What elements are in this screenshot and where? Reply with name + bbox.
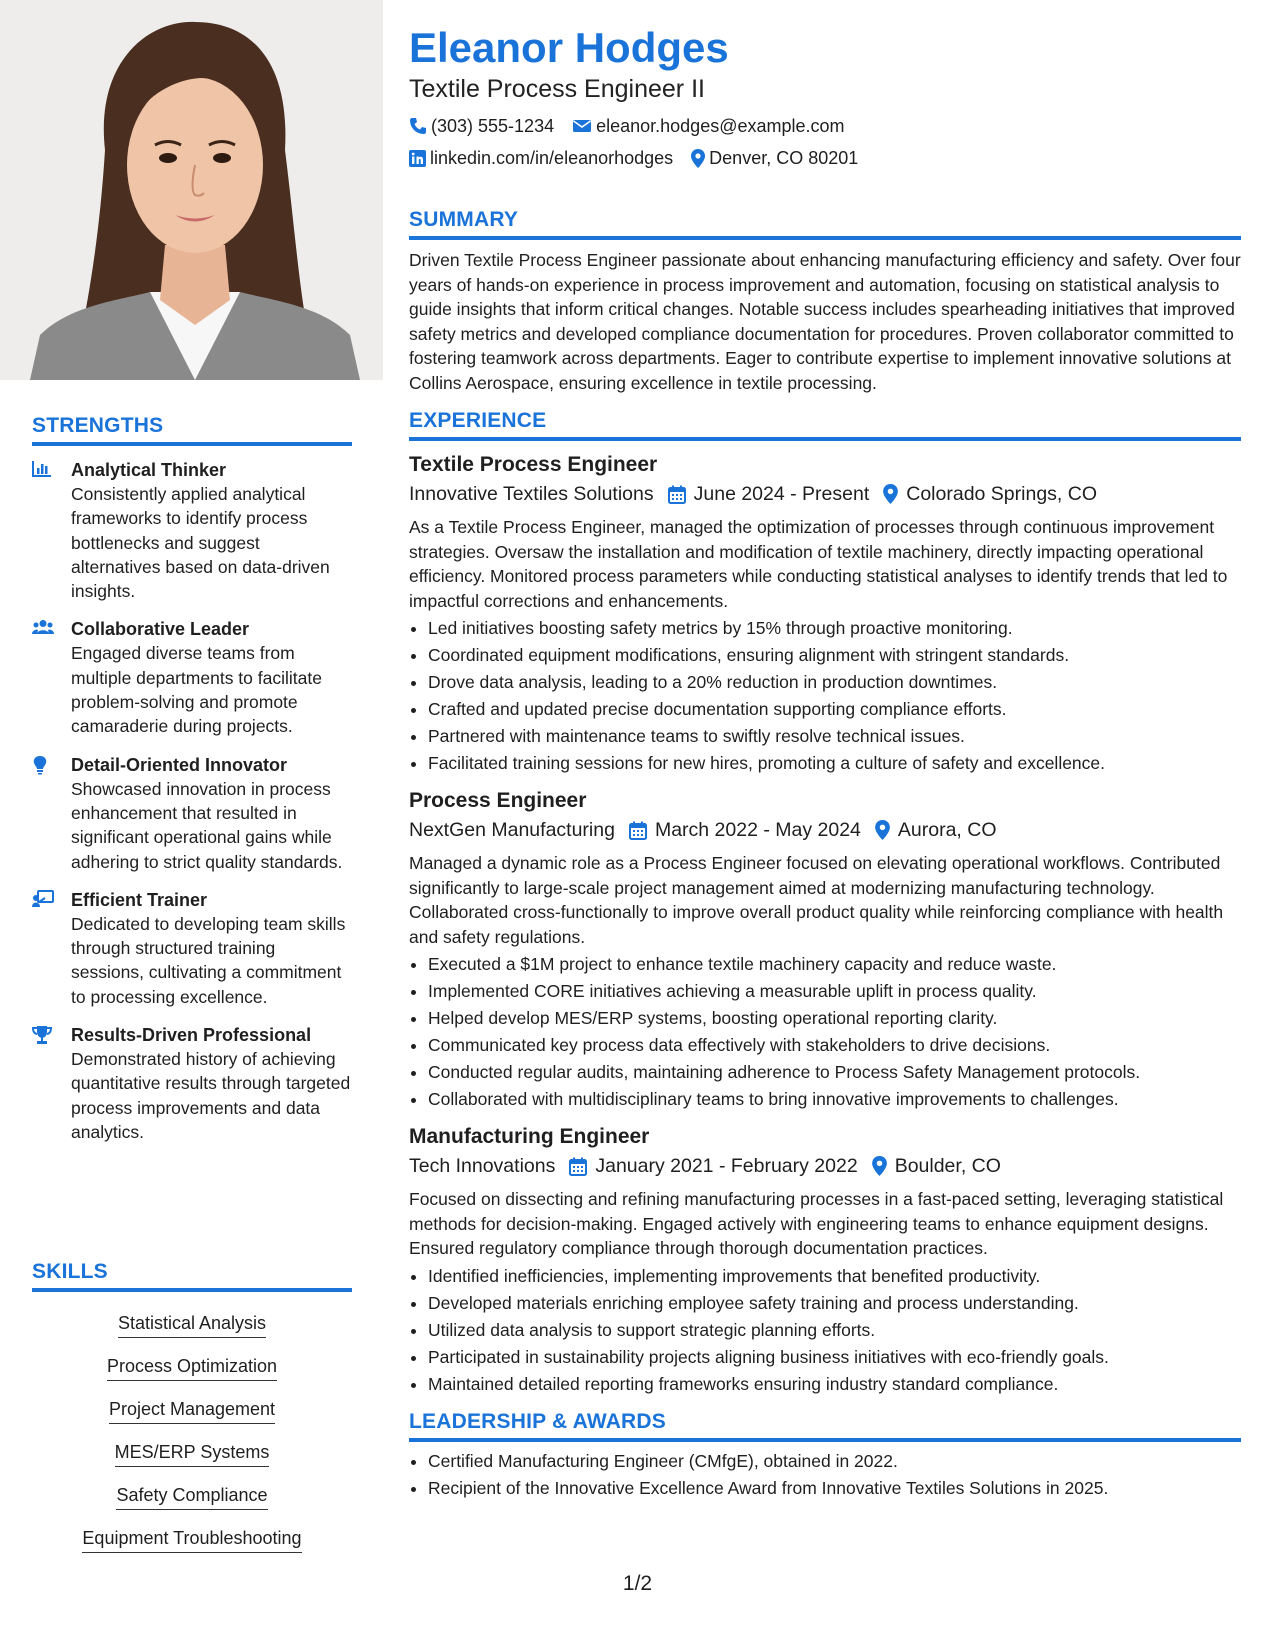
linkedin-text: linkedin.com/in/eleanorhodges [430, 148, 674, 168]
map-pin-icon [691, 149, 705, 168]
list-item: • Partnered with maintenance teams to swiftly resolve technical issues. [428, 723, 1241, 750]
awards-list [409, 1448, 1241, 1502]
list-item: • Recipient of the Innovative Excellence Award from Innovative Textiles Solutions in 2025. [428, 1475, 1241, 1502]
strength-item [32, 888, 352, 1009]
strength-desc: Demonstrated history of achieving quantitative results through targeted process improvements and data analytics. [71, 1049, 351, 1142]
left-column [0, 0, 383, 1650]
strength-item [32, 1023, 352, 1144]
list-item: • Developed materials enriching employee safety training and process understanding. [428, 1290, 1241, 1317]
location-contact [691, 142, 858, 174]
skill-item: Safety Compliance [116, 1484, 267, 1510]
list-item: • Drove data analysis, leading to a 20% reduction in production downtimes. [428, 669, 1241, 696]
envelope-icon [572, 118, 592, 134]
strength-name: Analytical Thinker [71, 460, 227, 480]
skill-item: Statistical Analysis [118, 1312, 266, 1338]
job-location: Boulder, CO [894, 1155, 1001, 1177]
page-number: 1/2 [622, 1572, 653, 1595]
job-company: NextGen Manufacturing [409, 819, 615, 841]
list-item: • Identified inefficiencies, implementing improvements that benefited productivity. [428, 1263, 1241, 1290]
job-location-wrap [883, 479, 1097, 509]
linkedin-contact[interactable] [409, 142, 673, 174]
job-description: As a Textile Process Engineer, managed the optimization of processes through continuous improvement strategies. Oversaw the installation and modification of textile machinery, directly impacting operational efficiency. Monitored process parameters while conducting statistical analyses to identify trends that led to impactful corrections and enhancements. [409, 517, 1228, 611]
list-item: • Implemented CORE initiatives achieving a measurable uplift in process quality. [428, 978, 1241, 1005]
right-column [409, 22, 1241, 1502]
candidate-title: Textile Process Engineer II [409, 75, 705, 103]
list-item: • Participated in sustainability projects aligning business initiatives with eco-friendly goals. [428, 1344, 1241, 1371]
job-location-wrap [875, 815, 997, 845]
job-dates-wrap [569, 1151, 857, 1181]
job-title: Process Engineer [409, 789, 587, 812]
calendar-icon [629, 821, 647, 840]
strength-name: Collaborative Leader [71, 619, 250, 640]
strength-desc: Showcased innovation in process enhancement that resulted in significant operational gains while adhering to strict quality standards. [71, 778, 343, 872]
strength-name: Detail-Oriented Innovator [71, 754, 288, 775]
job-dates: January 2021 - February 2022 [595, 1155, 858, 1177]
job-company: Innovative Textiles Solutions [409, 483, 654, 505]
skills-heading: SKILLS [32, 1260, 352, 1292]
strength-desc: Dedicated to developing team skills through structured training sessions, cultivating a commitment to processing excellence. [71, 913, 346, 1007]
strength-item [32, 458, 352, 603]
location-text: Denver, CO 80201 [709, 148, 859, 168]
job-entry [409, 1123, 1241, 1398]
list-item: • Conducted regular audits, maintaining adherence to Process Safety Management protocols. [428, 1059, 1241, 1086]
job-dates-wrap [668, 479, 870, 509]
job-location: Colorado Springs, CO [906, 483, 1098, 505]
job-description: Managed a dynamic role as a Process Engineer focused on elevating operational workflows. Contributed significantly to large-scale project management aimed at modernizing manufacturing technology. Collaborated cross-functionally to improve overall product quality while reinforcing compliance with health and safety regulations. [409, 853, 1224, 947]
list-item: • Maintained detailed reporting frameworks ensuring industry standard compliance. [428, 1371, 1241, 1398]
job-bullets [409, 1263, 1241, 1398]
skill-item: Project Management [109, 1398, 275, 1424]
list-item: • Executed a $1M project to enhance textile machinery capacity and reduce waste. [428, 951, 1241, 978]
phone-contact[interactable] [409, 110, 554, 142]
linkedin-icon [409, 150, 426, 167]
skill-item: MES/ERP Systems [115, 1441, 270, 1467]
strength-desc: Consistently applied analytical frameworks to identify process bottlenecks and suggest alternatives based on data-driven insights. [71, 484, 330, 602]
strengths-heading: STRENGTHS [32, 414, 352, 446]
contact-row-2 [409, 142, 1241, 174]
job-meta [409, 815, 1241, 845]
strengths-section [32, 414, 352, 1144]
summary-text: Driven Textile Process Engineer passionate about enhancing manufacturing efficiency and safety. Over four years of hands-on experience in process improvement and automation, focusing on statistical analysis to guide insights that inform critical changes. Notable success includes spearheading initiatives that improved safety metrics and developed compliance documentation for procedures. Proven collaborator committed to fostering teamwork across departments. Eager to contribute expertise to implement innovative solutions at Collins Aerospace, ensuring excellence in textile processing. [409, 250, 1241, 393]
candidate-name: Eleanor Hodges [409, 24, 729, 71]
users-icon [32, 619, 54, 639]
list-item: • Led initiatives boosting safety metrics by 15% through proactive monitoring. [428, 615, 1241, 642]
list-item: • Certified Manufacturing Engineer (CMfgE), obtained in 2022. [428, 1448, 1241, 1475]
strength-desc: Engaged diverse teams from multiple departments to facilitate problem-solving and promote camaraderie during projects. [71, 643, 322, 737]
job-entry [409, 787, 1241, 1113]
summary-heading: SUMMARY [409, 208, 1241, 240]
map-pin-icon [872, 1156, 887, 1176]
skills-section [32, 1260, 352, 1562]
list-item: • Communicated key process data effectively with stakeholders to drive decisions. [428, 1032, 1241, 1059]
email-contact[interactable] [572, 110, 844, 142]
list-item: • Collaborated with multidisciplinary teams to bring innovative improvements to challenges. [428, 1086, 1241, 1113]
job-title: Manufacturing Engineer [409, 1125, 650, 1148]
experience-heading: EXPERIENCE [409, 409, 1241, 441]
job-meta [409, 479, 1241, 509]
list-item: • Utilized data analysis to support strategic planning efforts. [428, 1317, 1241, 1344]
skill-list [32, 1304, 352, 1562]
calendar-icon [668, 485, 686, 504]
list-item: • Crafted and updated precise documentation supporting compliance efforts. [428, 696, 1241, 723]
job-location-wrap [872, 1151, 1001, 1181]
job-bullets [409, 951, 1241, 1113]
strength-item [32, 617, 352, 738]
strength-item [32, 753, 352, 874]
strength-name: Efficient Trainer [71, 889, 208, 910]
job-entry [409, 451, 1241, 777]
job-description: Focused on dissecting and refining manufacturing processes in a fast-paced setting, leveraging statistical methods for decision-making. Engaged actively with engineering teams to enhance equipment designs. Ensured regulatory compliance through thorough documentation practices. [409, 1189, 1224, 1258]
skill-item: Process Optimization [107, 1355, 277, 1381]
profile-photo [0, 0, 383, 380]
job-dates-wrap [629, 815, 861, 845]
phone-text: (303) 555-1234 [431, 116, 555, 136]
job-title: Textile Process Engineer [409, 453, 658, 476]
job-location: Aurora, CO [897, 819, 997, 841]
job-bullets [409, 615, 1241, 777]
trophy-icon [32, 1025, 54, 1045]
job-meta [409, 1151, 1241, 1181]
bar-chart-icon [32, 460, 54, 480]
job-dates: June 2024 - Present [693, 483, 870, 505]
map-pin-icon [875, 820, 890, 840]
map-pin-icon [883, 484, 898, 504]
awards-heading: LEADERSHIP & AWARDS [409, 1410, 1241, 1442]
job-company: Tech Innovations [409, 1155, 556, 1177]
teacher-icon [32, 890, 54, 910]
lightbulb-icon [32, 755, 54, 775]
phone-icon [409, 117, 427, 135]
skill-item: Equipment Troubleshooting [82, 1527, 301, 1553]
contact-row [409, 110, 1241, 142]
calendar-icon [569, 1157, 587, 1176]
strength-name: Results-Driven Professional [71, 1025, 312, 1046]
job-dates: March 2022 - May 2024 [654, 819, 861, 841]
list-item: • Facilitated training sessions for new hires, promoting a culture of safety and excellence. [428, 750, 1241, 777]
email-text: eleanor.hodges@example.com [596, 116, 845, 136]
list-item: • Coordinated equipment modifications, ensuring alignment with stringent standards. [428, 642, 1241, 669]
list-item: • Helped develop MES/ERP systems, boosting operational reporting clarity. [428, 1005, 1241, 1032]
